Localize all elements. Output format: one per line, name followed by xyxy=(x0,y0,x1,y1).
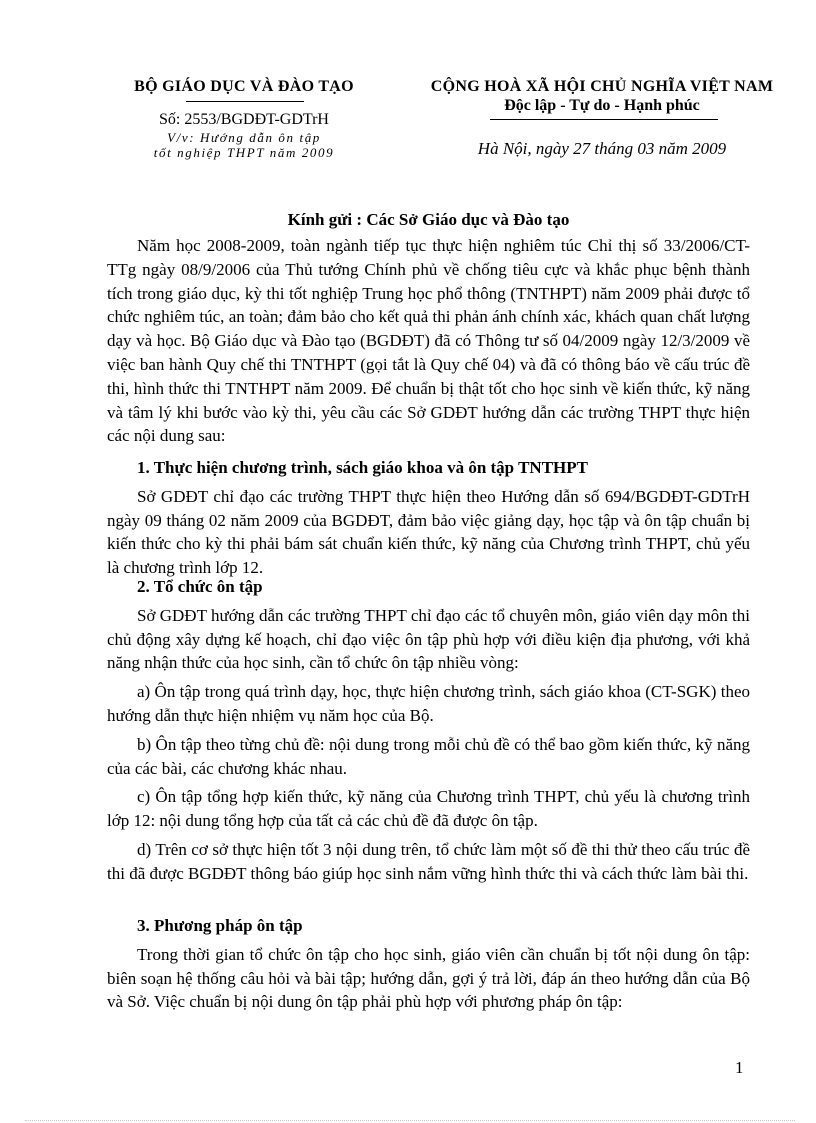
page-bottom-rule xyxy=(25,1120,795,1121)
section-2-item-a: a) Ôn tập trong quá trình dạy, học, thực hiện chương trình, sách giáo khoa (CT-SGK) theo hướng dẫn thực hiện nhiệm vụ năm học của Bộ. xyxy=(107,682,750,725)
section-2 xyxy=(107,575,750,886)
national-title: CỘNG HOÀ XÃ HỘI CHỦ NGHĨA VIỆT NAM xyxy=(430,78,774,95)
motto-underline xyxy=(490,119,718,120)
recipient-line: Kính gửi : Các Sở Giáo dục và Đào tạo xyxy=(287,210,570,229)
place-date: Hà Nội, ngày 27 tháng 03 năm 2009 xyxy=(477,139,727,158)
section-3-heading: 3. Phương pháp ôn tập xyxy=(137,916,303,935)
section-1-paragraph: Sở GDĐT chỉ đạo các trường THPT thực hiện theo Hướng dẫn số 694/BGDĐT-GDTrH ngày 09 tháng 02 năm 2009 của BGDĐT, đảm bảo việc giảng dạy, học tập và ôn tập chuẩn bị kiến thức cho kỳ thi phải bám sát chuẩn kiến thức, kỹ năng của Chương trình THPT, chủ yếu là chương trình lớp 12. xyxy=(107,486,750,578)
section-3 xyxy=(107,914,750,1014)
section-1 xyxy=(107,456,750,580)
intro-block xyxy=(107,234,750,448)
section-2-item-c: c) Ôn tập tổng hợp kiến thức, kỹ năng của Chương trình THPT, chủ yếu là chương trình lớp 12: nội dung tổng hợp của tất cả các chủ đề đã được ôn tập. xyxy=(107,787,750,831)
section-3-paragraph: Trong thời gian tổ chức ôn tập cho học sinh, giáo viên cần chuẩn bị tốt nội dung ôn tập: biên soạn hệ thống câu hỏi và bài tập; hướng dẫn, gợi ý trả lời, đáp án theo hướng dẫn của Bộ và Sở. Việc chuẩn bị nội dung ôn tập phải phù hợp với phương pháp ôn tập: xyxy=(107,944,750,1012)
subject-line-1: V/v: Hướng dẫn ôn tập xyxy=(167,130,321,145)
page-number: 1 xyxy=(735,1058,744,1077)
document-number: Số: 2553/BGDĐT-GDTrH xyxy=(159,111,329,128)
organization-name: BỘ GIÁO DỤC VÀ ĐÀO TẠO xyxy=(134,78,354,95)
intro-paragraph: Năm học 2008-2009, toàn ngành tiếp tục thực hiện nghiêm túc Chỉ thị số 33/2006/CT-TTg ngày 08/9/2006 của Thủ tướng Chính phủ về chống tiêu cực và khắc phục bệnh thành tích trong giáo dục, kỳ thi tốt nghiệp Trung học phổ thông (TNTHPT) năm 2009 phải được tổ chức nghiêm túc, an toàn; đảm bảo cho kết quả thi phản ánh chính xác, khách quan chất lượng dạy và học. Bộ Giáo dục và Đào tạo (BGDĐT) đã có Thông tư số 04/2009 ngày 12/3/2009 về việc ban hành Quy chế thi TNTHPT (gọi tắt là Quy chế 04) và đã có thông báo về cấu trúc đề thi, hình thức thi TNTHPT năm 2009. Để chuẩn bị thật tốt cho học sinh về kiến thức, kỹ năng và tâm lý khi bước vào kỳ thi, yêu cầu các Sở GDĐT hướng dẫn các trường THPT thực hiện các nội dung sau: xyxy=(107,236,750,446)
section-2-heading: 2. Tổ chức ôn tập xyxy=(137,577,263,596)
organization-underline xyxy=(186,101,304,102)
subject-line-2: tốt nghiệp THPT năm 2009 xyxy=(153,145,335,160)
section-2-paragraph: Sở GDĐT hướng dẫn các trường THPT chỉ đạo các tổ chuyên môn, giáo viên dạy môn thi chủ động xây dựng kế hoạch, chỉ đạo việc ôn tập phù hợp với điều kiện địa phương, với khả năng nhận thức của học sinh, cần tổ chức ôn tập nhiều vòng: xyxy=(107,605,750,673)
section-2-item-b: b) Ôn tập theo từng chủ đề: nội dung trong mỗi chủ đề có thể bao gồm kiến thức, kỹ năng của các bài, các chương khác nhau. xyxy=(107,734,750,778)
section-1-heading: 1. Thực hiện chương trình, sách giáo khoa và ôn tập TNTHPT xyxy=(137,458,588,477)
section-2-item-d: d) Trên cơ sở thực hiện tốt 3 nội dung trên, tổ chức làm một số đề thi thử theo cấu trúc đề thi đã được BGDĐT thông báo giúp học sinh nắm vững hình thức thi và cách thức làm bài thi. xyxy=(107,839,750,883)
national-motto: Độc lập - Tự do - Hạnh phúc xyxy=(504,97,700,114)
